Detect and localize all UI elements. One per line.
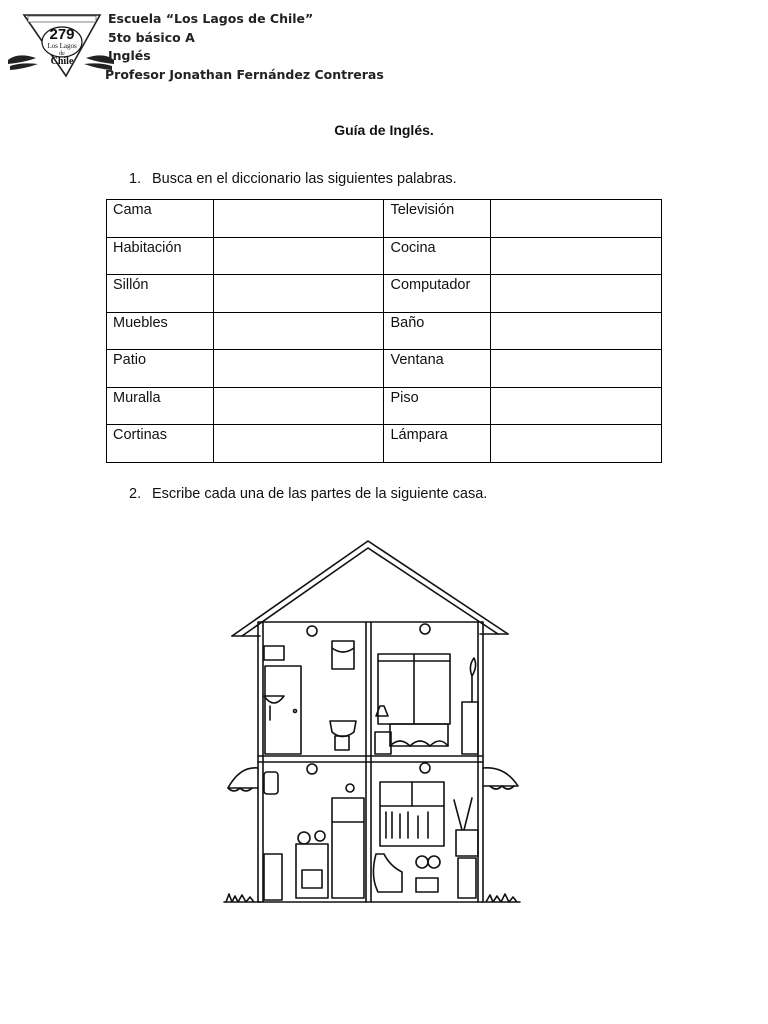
answer-cell[interactable] (490, 200, 661, 238)
word-cell: Patio (107, 350, 214, 388)
word-cell: Cama (107, 200, 214, 238)
logo-line1: Los Lagos (47, 42, 77, 50)
word-cell: Habitación (107, 237, 214, 275)
word-cell: Sillón (107, 275, 214, 313)
vocab-table (106, 199, 662, 463)
school-logo (6, 12, 116, 82)
answer-cell[interactable] (214, 350, 384, 388)
word-cell: Ventana (384, 350, 490, 388)
word-cell: Muebles (107, 312, 214, 350)
question-1-number: 1. (129, 171, 142, 187)
word-cell: Lámpara (384, 425, 490, 463)
answer-cell[interactable] (214, 237, 384, 275)
answer-cell[interactable] (214, 275, 384, 313)
word-cell: Cocina (384, 237, 490, 275)
question-1-text: Busca en el diccionario las siguientes palabras. (152, 171, 457, 187)
answer-cell[interactable] (214, 387, 384, 425)
word-cell: Baño (384, 312, 490, 350)
teacher-name: Profesor Jonathan Fernández Contreras (105, 66, 384, 82)
school-name: Escuela “Los Lagos de Chile” (108, 11, 314, 26)
logo-number: 279 (49, 26, 75, 43)
question-1 (129, 171, 457, 187)
word-cell: Muralla (107, 387, 214, 425)
table-row (107, 312, 662, 350)
answer-cell[interactable] (490, 425, 661, 463)
table-row (107, 425, 662, 463)
grade: 5to básico A (108, 29, 195, 45)
word-cell: Computador (384, 275, 490, 313)
page-title: Guía de Inglés. (334, 122, 434, 138)
word-cell: Televisión (384, 200, 490, 238)
subject: Inglés (108, 48, 151, 63)
question-2-text: Escribe cada una de las partes de la siguiente casa. (152, 486, 488, 502)
answer-cell[interactable] (490, 275, 661, 313)
house-illustration (220, 536, 525, 906)
answer-cell[interactable] (490, 387, 661, 425)
question-2-number: 2. (129, 486, 142, 502)
answer-cell[interactable] (490, 312, 661, 350)
logo-line2: de (59, 51, 65, 57)
logo-line3: Chile (50, 56, 74, 67)
answer-cell[interactable] (214, 200, 384, 238)
word-cell: Piso (384, 387, 490, 425)
table-row (107, 350, 662, 388)
document-header (105, 10, 384, 84)
question-2 (129, 486, 487, 502)
table-row (107, 275, 662, 313)
answer-cell[interactable] (214, 425, 384, 463)
answer-cell[interactable] (490, 237, 661, 275)
table-row (107, 200, 662, 238)
table-row (107, 237, 662, 275)
answer-cell[interactable] (490, 350, 661, 388)
answer-cell[interactable] (214, 312, 384, 350)
word-cell: Cortinas (107, 425, 214, 463)
table-row (107, 387, 662, 425)
